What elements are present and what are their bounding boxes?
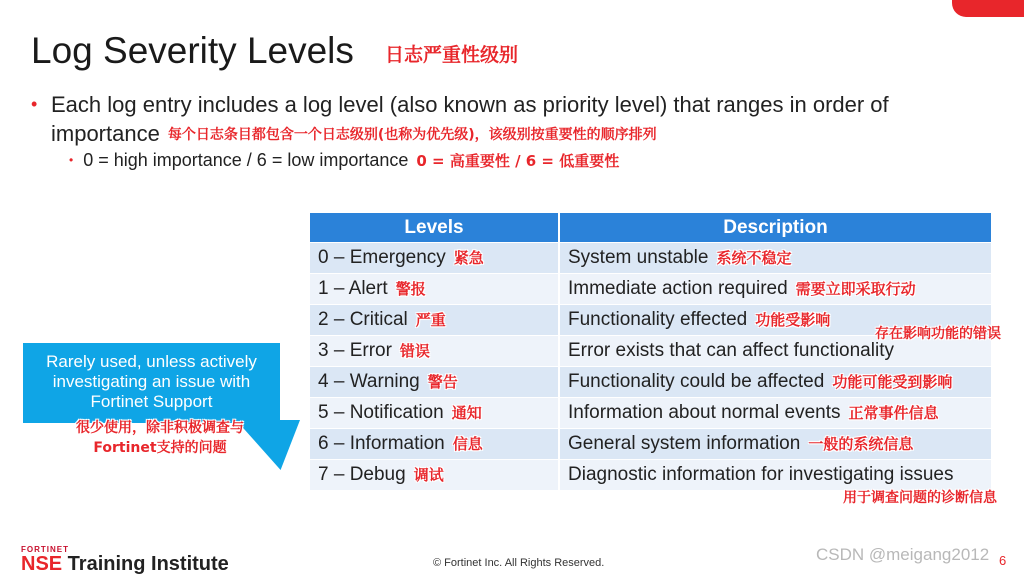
desc-annotation: 正常事件信息 xyxy=(848,404,939,422)
bullet-dot: • xyxy=(31,94,38,114)
level-annotation: 紧急 xyxy=(453,249,484,267)
desc-annotation: 一般的系统信息 xyxy=(808,435,914,453)
level-cell xyxy=(310,274,559,305)
logo-nse: NSE xyxy=(21,553,63,575)
sub-bullet-annotation: 0 = 高重要性 / 6 = 低重要性 xyxy=(416,152,620,170)
sub-bullet-text: 0 = high importance / 6 = low importance xyxy=(83,150,409,170)
bullet-text: Each log entry includes a log level (also known as priority level) that ranges in order of importance xyxy=(51,92,889,146)
level-annotation: 信息 xyxy=(452,435,483,453)
header-description: Description xyxy=(559,213,991,243)
error-annotation: 存在影响功能的错误 xyxy=(875,326,1001,342)
desc-annotation: 功能受影响 xyxy=(755,311,831,329)
desc-label: Error exists that can affect functionality xyxy=(568,340,894,361)
level-label: 1 – Alert xyxy=(318,278,388,299)
level-annotation: 严重 xyxy=(415,311,446,329)
slide-title: Log Severity Levels xyxy=(31,30,354,71)
level-annotation: 调试 xyxy=(413,466,444,484)
level-cell xyxy=(310,305,559,336)
level-annotation: 警报 xyxy=(395,280,426,298)
level-annotation: 错误 xyxy=(399,342,430,360)
desc-label: Functionality effected xyxy=(568,309,748,330)
logo-wordmark: FORTINET xyxy=(21,545,69,554)
level-cell xyxy=(310,398,559,429)
desc-label: System unstable xyxy=(568,247,709,268)
desc-cell xyxy=(559,460,991,491)
table-row xyxy=(310,429,991,460)
sub-bullet xyxy=(69,150,619,171)
level-label: 6 – Information xyxy=(318,433,445,454)
level-cell xyxy=(310,367,559,398)
header-levels: Levels xyxy=(310,213,559,243)
level-cell xyxy=(310,460,559,491)
desc-cell xyxy=(559,274,991,305)
level-annotation: 通知 xyxy=(451,404,482,422)
desc-annotation: 功能可能受到影响 xyxy=(832,373,953,391)
level-label: 2 – Critical xyxy=(318,309,408,330)
table-row xyxy=(310,398,991,429)
debug-annotation: 用于调查问题的诊断信息 xyxy=(843,490,997,506)
page-number: 6 xyxy=(999,553,1007,568)
sub-bullet-dot: • xyxy=(69,153,74,167)
level-label: 3 – Error xyxy=(318,340,392,361)
table-row xyxy=(310,367,991,398)
callout-text: Rarely used, unless actively investigating an issue with Fortinet Support xyxy=(46,352,257,411)
main-bullet xyxy=(31,90,976,150)
desc-annotation: 系统不稳定 xyxy=(716,249,792,267)
level-annotation: 警告 xyxy=(427,373,458,391)
desc-label: Immediate action required xyxy=(568,278,788,299)
logo-rest: Training Institute xyxy=(62,553,229,575)
fortinet-logo xyxy=(21,545,229,576)
desc-cell xyxy=(559,367,991,398)
table-row xyxy=(310,460,991,491)
copyright-text: © Fortinet Inc. All Rights Reserved. xyxy=(433,557,605,569)
table-row xyxy=(310,274,991,305)
level-label: 7 – Debug xyxy=(318,464,406,485)
desc-cell xyxy=(559,398,991,429)
callout-annotation: 很少使用，除非积极调查与Fortinet支持的问题 xyxy=(76,420,244,456)
severity-table xyxy=(310,213,991,490)
table-header-row xyxy=(310,213,991,243)
bullet-annotation: 每个日志条目都包含一个日志级别(也称为优先级)，该级别按重要性的顺序排列 xyxy=(167,127,657,143)
level-label: 0 – Emergency xyxy=(318,247,446,268)
level-label: 5 – Notification xyxy=(318,402,444,423)
desc-label: Diagnostic information for investigating issues xyxy=(568,464,954,485)
level-cell xyxy=(310,336,559,367)
desc-annotation: 需要立即采取行动 xyxy=(795,280,916,298)
bullet-text-wrap xyxy=(51,90,976,150)
corner-accent xyxy=(952,0,1024,17)
desc-cell xyxy=(559,243,991,274)
logo-title xyxy=(21,553,229,576)
watermark: CSDN @meigang2012 xyxy=(816,545,990,564)
level-label: 4 – Warning xyxy=(318,371,420,392)
title-annotation: 日志严重性级别 xyxy=(385,44,519,66)
desc-label: Information about normal events xyxy=(568,402,841,423)
table-row xyxy=(310,243,991,274)
level-cell xyxy=(310,243,559,274)
desc-label: General system information xyxy=(568,433,801,454)
desc-cell xyxy=(559,429,991,460)
desc-label: Functionality could be affected xyxy=(568,371,825,392)
level-cell xyxy=(310,429,559,460)
